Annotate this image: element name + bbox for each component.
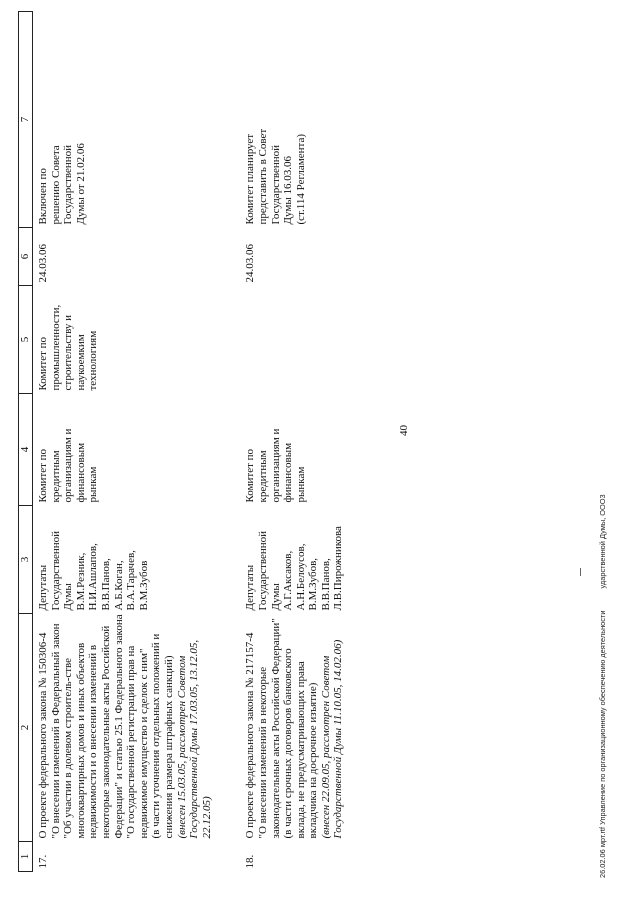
bill-title [244,617,320,839]
text-line: (внесен 22.09.05, рассмотрен Советом [319,655,332,839]
col-header-2: 2 [19,614,33,842]
text-line: Комитет по [37,336,49,391]
text-line: Думы [269,583,282,611]
text-line: недвижимости и о внесении изменений в [87,644,100,839]
text-line: Н.И.Ашлапов, [87,543,100,611]
text-line: В.М.Зубов, [307,557,320,611]
text-line: Включен по [37,168,49,225]
column-number-header [19,12,33,872]
text-line: Думы от 21.02.06 [74,143,87,225]
text-line: Государственной Думы 11.10.05, 14.02.06) [332,639,345,839]
text-line: многоквартирных домов и иных объектов [74,642,87,839]
bill-title-cell [214,614,346,842]
date-cell: 24.03.06 [244,244,257,283]
text-line: вклада, не предусматривающих права [294,661,307,839]
table-row-17 [33,12,215,872]
text-line: организациям и [269,428,282,503]
text-line: Государственной [49,530,62,611]
text-line: В.М.Резник, [74,552,87,611]
text-line: финансовым [74,442,87,503]
text-line: Комитет по [244,448,257,503]
text-line: законодательные акты Российской Федерации" [269,618,282,839]
text-line: Депутаты [37,564,49,611]
text-line: Комитет планирует [244,133,257,225]
date-cell: 24.03.06 [37,244,49,283]
co-committee-cell [33,286,215,394]
text-line: рынкам [294,466,307,503]
text-line: Думы 16.03.06 [282,156,295,225]
text-line: некоторые законодательные акты Российской [99,625,112,839]
text-line: Государственной Думы 17.03.05, 13.12.05, [188,639,201,839]
col-header-7: 7 [19,12,33,228]
text-line: О проекте федерального закона № 217157-4 [244,632,257,839]
text-line: кредитным [256,450,269,503]
text-line: (внесен 15.03.05, рассмотрен Советом [175,655,188,839]
page-number: 40 [398,425,410,436]
text-line: строительству и [62,314,75,391]
text-line: технологиям [87,330,100,391]
co-committee-cell [214,286,346,394]
responsible-committee-cell [214,394,346,506]
table-row-18 [214,12,346,872]
col-header-6: 6 [19,228,33,286]
text-line: А.Н.Белоусов, [294,543,307,611]
row-number: 17. [37,854,49,869]
text-line: (в части уточнения отдельных положений и [150,633,163,839]
col-header-4: 4 [19,394,33,506]
text-line: Л.В.Пирожникова [332,526,345,611]
col-header-5: 5 [19,286,33,394]
text-line: кредитным [49,450,62,503]
status-cell [214,12,346,228]
document-footer [598,494,607,878]
col-header-3: 3 [19,506,33,614]
scan-mark [580,568,581,576]
bill-status-note [320,617,345,839]
text-line: А.Г.Аксаков, [282,550,295,611]
text-line: решению Совета [49,145,62,225]
text-line: финансовым [282,442,295,503]
footer-right-text: ударственной Думы, ООО3 [598,494,607,589]
text-line: Депутаты [244,564,257,611]
bill-status-note [176,617,214,839]
text-line: Государственной [269,144,282,225]
text-line: представить в Совет [256,128,269,225]
text-line: наукоемким [74,334,87,391]
text-line: О проекте федерального закона № 150306-4 [37,632,49,839]
text-line: Государственной [256,530,269,611]
bills-table [18,11,346,872]
text-line: "О внесении изменений в некоторые [256,666,269,839]
text-line: Государственной [62,144,75,225]
text-line: рынкам [87,466,100,503]
bill-title [37,614,176,839]
text-line: (ст.114 Регламента) [294,133,307,225]
text-line: организациям и [62,428,75,503]
text-line: недвижимое имущество и сделок с ним" [137,648,150,839]
text-line: "О государственной регистрации прав на [125,645,138,839]
text-line: вкладчика на досрочное изъятие) [307,682,320,839]
bill-title-cell [33,614,215,842]
text-line: В.М.Зубов [137,560,150,611]
text-line: (в части срочных договоров банковского [282,648,295,839]
text-line: снижения размера штрафных санкций) [162,655,175,839]
text-line: В.В.Панов, [99,558,112,611]
text-line: А.Б.Коган, [112,560,125,611]
footer-left-text: 26.02.06 мрт.rtf Управление по организационному обеспечению деятельности [598,610,607,878]
responsible-committee-cell [33,394,215,506]
col-header-1: 1 [19,842,33,872]
rotated-table-sheet [18,12,378,872]
status-cell [33,12,215,228]
text-line: "Об участии в долевом строитель-стве [62,657,75,839]
row-number: 18. [244,854,257,869]
text-line: В.А.Тарачев, [125,550,138,611]
text-line: "О внесении изменений в Федеральный закон [49,623,62,839]
text-line: Думы [62,583,75,611]
text-line: 22.12.05) [200,796,213,839]
text-line: промышленности, [49,304,62,391]
authors-cell [214,506,346,614]
text-line: В.В.Панов, [319,558,332,611]
text-line: Федерации" и статью 25.1 Федерального закона [112,614,125,839]
text-line: Комитет по [37,448,49,503]
authors-cell [33,506,215,614]
